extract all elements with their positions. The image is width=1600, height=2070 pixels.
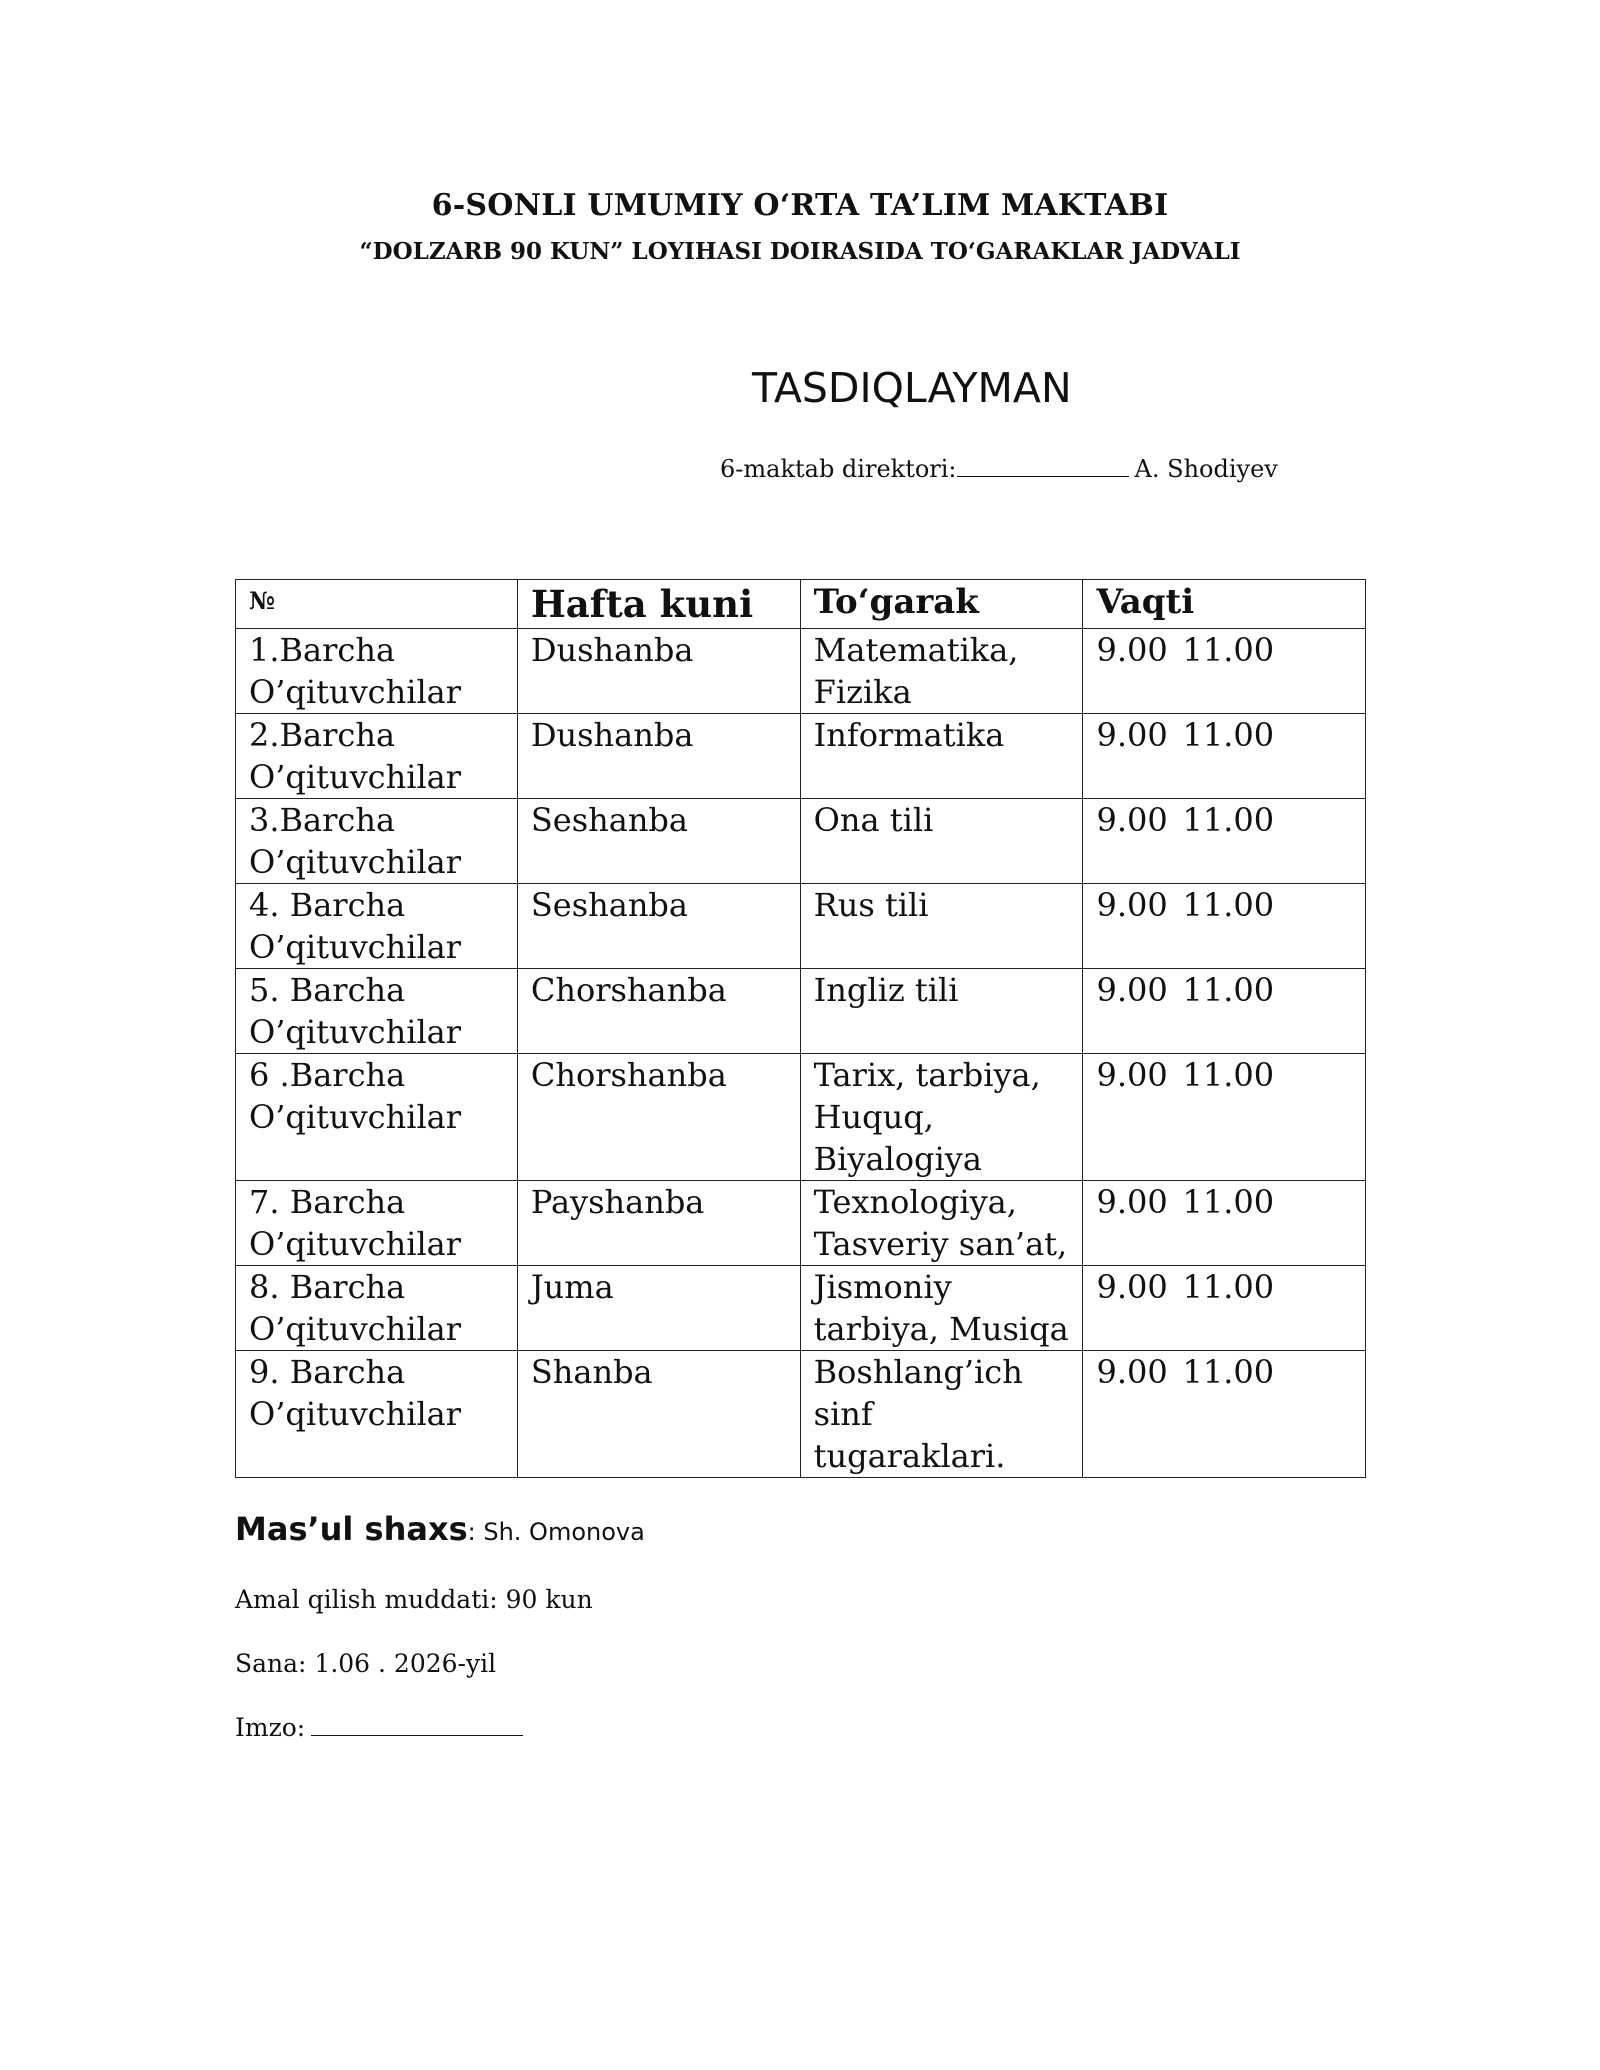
participants-line-1: 3.Barcha bbox=[249, 801, 396, 839]
weekday-text: Chorshanba bbox=[530, 971, 727, 1009]
participants-line-1: 2.Barcha bbox=[249, 716, 396, 754]
header-time: Vaqti bbox=[1083, 580, 1366, 629]
cell-time bbox=[1083, 1054, 1366, 1181]
document-subtitle: “DOLZARB 90 KUN” LOYIHASI DOIRASIDA TO‘GARAKLAR JADVALI bbox=[359, 238, 1241, 265]
cell-time bbox=[1083, 799, 1366, 884]
time-end: 11.00 bbox=[1182, 886, 1275, 924]
club-line-1: Matematika, bbox=[813, 631, 1019, 669]
header-weekday: Hafta kuni bbox=[517, 580, 800, 629]
time-end: 11.00 bbox=[1182, 1056, 1275, 1094]
time-start: 9.00 bbox=[1096, 886, 1168, 924]
director-signature-line bbox=[957, 456, 1129, 477]
participants-line-1: 5. Barcha bbox=[249, 971, 406, 1009]
time-end: 11.00 bbox=[1182, 1268, 1275, 1306]
cell-club bbox=[800, 884, 1083, 969]
cell-weekday bbox=[517, 714, 800, 799]
club-line-1: Ona tili bbox=[813, 801, 934, 839]
time-end: 11.00 bbox=[1182, 971, 1275, 1009]
table-row bbox=[236, 799, 1366, 884]
table-row bbox=[236, 714, 1366, 799]
cell-club bbox=[800, 1266, 1083, 1351]
participants-line-2: O’qituvchilar bbox=[249, 1013, 462, 1051]
table-header-row bbox=[236, 580, 1366, 629]
document-date: Sana: 1.06 . 2026-yil bbox=[235, 1649, 497, 1678]
time-end: 11.00 bbox=[1182, 801, 1275, 839]
cell-participants bbox=[236, 969, 518, 1054]
cell-weekday bbox=[517, 1054, 800, 1181]
time-end: 11.00 bbox=[1182, 631, 1275, 669]
cell-weekday bbox=[517, 1266, 800, 1351]
participants-line-1: 9. Barcha bbox=[249, 1353, 406, 1391]
cell-weekday bbox=[517, 969, 800, 1054]
cell-time bbox=[1083, 1266, 1366, 1351]
cell-weekday bbox=[517, 884, 800, 969]
school-name: 6-SONLI UMUMIY O‘RTA TA’LIM MAKTABI bbox=[431, 188, 1169, 223]
table-row bbox=[236, 884, 1366, 969]
cell-participants bbox=[236, 799, 518, 884]
cell-club bbox=[800, 1181, 1083, 1266]
cell-time bbox=[1083, 714, 1366, 799]
club-line-1: Texnologiya, bbox=[813, 1183, 1017, 1221]
cell-weekday bbox=[517, 1181, 800, 1266]
participants-line-2: O’qituvchilar bbox=[249, 758, 462, 796]
cell-club bbox=[800, 1054, 1083, 1181]
cell-time bbox=[1083, 1351, 1366, 1478]
participants-line-2: O’qituvchilar bbox=[249, 843, 462, 881]
cell-weekday bbox=[517, 799, 800, 884]
table-row bbox=[236, 1351, 1366, 1478]
participants-line-1: 4. Barcha bbox=[249, 886, 406, 924]
cell-time bbox=[1083, 1181, 1366, 1266]
cell-participants bbox=[236, 884, 518, 969]
signature-line bbox=[311, 1713, 523, 1736]
time-start: 9.00 bbox=[1096, 716, 1168, 754]
weekday-text: Shanba bbox=[530, 1353, 653, 1391]
cell-time bbox=[1083, 884, 1366, 969]
weekday-text: Juma bbox=[530, 1268, 614, 1306]
validity-duration: Amal qilish muddati: 90 kun bbox=[235, 1585, 593, 1614]
club-line-2: tarbiya, Musiqa bbox=[813, 1310, 1069, 1348]
cell-club bbox=[800, 799, 1083, 884]
club-line-1: Rus tili bbox=[813, 886, 929, 924]
time-start: 9.00 bbox=[1096, 1268, 1168, 1306]
responsible-person bbox=[235, 1510, 645, 1548]
time-end: 11.00 bbox=[1182, 1353, 1275, 1391]
participants-line-1: 7. Barcha bbox=[249, 1183, 406, 1221]
director-label: 6-maktab direktori: bbox=[720, 455, 957, 483]
club-line-2: Fizika bbox=[813, 673, 912, 711]
table-row bbox=[236, 969, 1366, 1054]
weekday-text: Chorshanba bbox=[530, 1056, 727, 1094]
participants-line-2: O’qituvchilar bbox=[249, 1225, 462, 1263]
participants-line-1: 6 .Barcha bbox=[249, 1056, 406, 1094]
club-line-1: Boshlang’ich bbox=[813, 1353, 1023, 1391]
time-start: 9.00 bbox=[1096, 631, 1168, 669]
club-line-2: Huquq, bbox=[813, 1098, 934, 1136]
director-line bbox=[720, 455, 1278, 483]
participants-line-2: O’qituvchilar bbox=[249, 673, 462, 711]
club-line-1: Informatika bbox=[813, 716, 1005, 754]
time-start: 9.00 bbox=[1096, 1056, 1168, 1094]
cell-weekday bbox=[517, 1351, 800, 1478]
club-line-1: Jismoniy bbox=[813, 1268, 952, 1306]
director-name: A. Shodiyev bbox=[1134, 455, 1278, 483]
participants-line-2: O’qituvchilar bbox=[249, 1395, 462, 1433]
header-number: № bbox=[236, 580, 518, 629]
time-end: 11.00 bbox=[1182, 716, 1275, 754]
responsible-label: Mas’ul shaxs bbox=[235, 1510, 468, 1548]
time-start: 9.00 bbox=[1096, 801, 1168, 839]
cell-weekday bbox=[517, 629, 800, 714]
cell-club bbox=[800, 969, 1083, 1054]
cell-participants bbox=[236, 1054, 518, 1181]
time-start: 9.00 bbox=[1096, 1353, 1168, 1391]
cell-participants bbox=[236, 714, 518, 799]
cell-participants bbox=[236, 629, 518, 714]
table-row bbox=[236, 1054, 1366, 1181]
cell-club bbox=[800, 1351, 1083, 1478]
cell-time bbox=[1083, 969, 1366, 1054]
club-line-2: Tasveriy san’at, bbox=[813, 1225, 1068, 1263]
cell-club bbox=[800, 714, 1083, 799]
table-row bbox=[236, 1266, 1366, 1351]
weekday-text: Dushanba bbox=[530, 631, 694, 669]
header-club: To‘garak bbox=[800, 580, 1083, 629]
time-start: 9.00 bbox=[1096, 1183, 1168, 1221]
cell-participants bbox=[236, 1181, 518, 1266]
participants-line-1: 1.Barcha bbox=[249, 631, 396, 669]
table-row bbox=[236, 629, 1366, 714]
time-end: 11.00 bbox=[1182, 1183, 1275, 1221]
table-row bbox=[236, 1181, 1366, 1266]
participants-line-1: 8. Barcha bbox=[249, 1268, 406, 1306]
weekday-text: Seshanba bbox=[530, 886, 688, 924]
weekday-text: Payshanba bbox=[530, 1183, 705, 1221]
cell-participants bbox=[236, 1266, 518, 1351]
signature-label: Imzo: bbox=[235, 1713, 306, 1742]
club-line-3: Biyalogiya bbox=[813, 1140, 982, 1178]
club-line-2: sinf tugaraklari. bbox=[813, 1395, 1006, 1475]
cell-club bbox=[800, 629, 1083, 714]
club-line-1: Ingliz tili bbox=[813, 971, 959, 1009]
participants-line-2: O’qituvchilar bbox=[249, 1310, 462, 1348]
cell-time bbox=[1083, 629, 1366, 714]
club-line-1: Tarix, tarbiya, bbox=[813, 1056, 1041, 1094]
time-start: 9.00 bbox=[1096, 971, 1168, 1009]
participants-line-2: O’qituvchilar bbox=[249, 928, 462, 966]
signature-field bbox=[235, 1713, 523, 1742]
participants-line-2: O’qituvchilar bbox=[249, 1098, 462, 1136]
weekday-text: Dushanba bbox=[530, 716, 694, 754]
schedule-table bbox=[235, 579, 1366, 1478]
cell-participants bbox=[236, 1351, 518, 1478]
approval-title: TASDIQLAYMAN bbox=[752, 364, 1072, 412]
responsible-value: : Sh. Omonova bbox=[467, 1518, 645, 1546]
weekday-text: Seshanba bbox=[530, 801, 688, 839]
